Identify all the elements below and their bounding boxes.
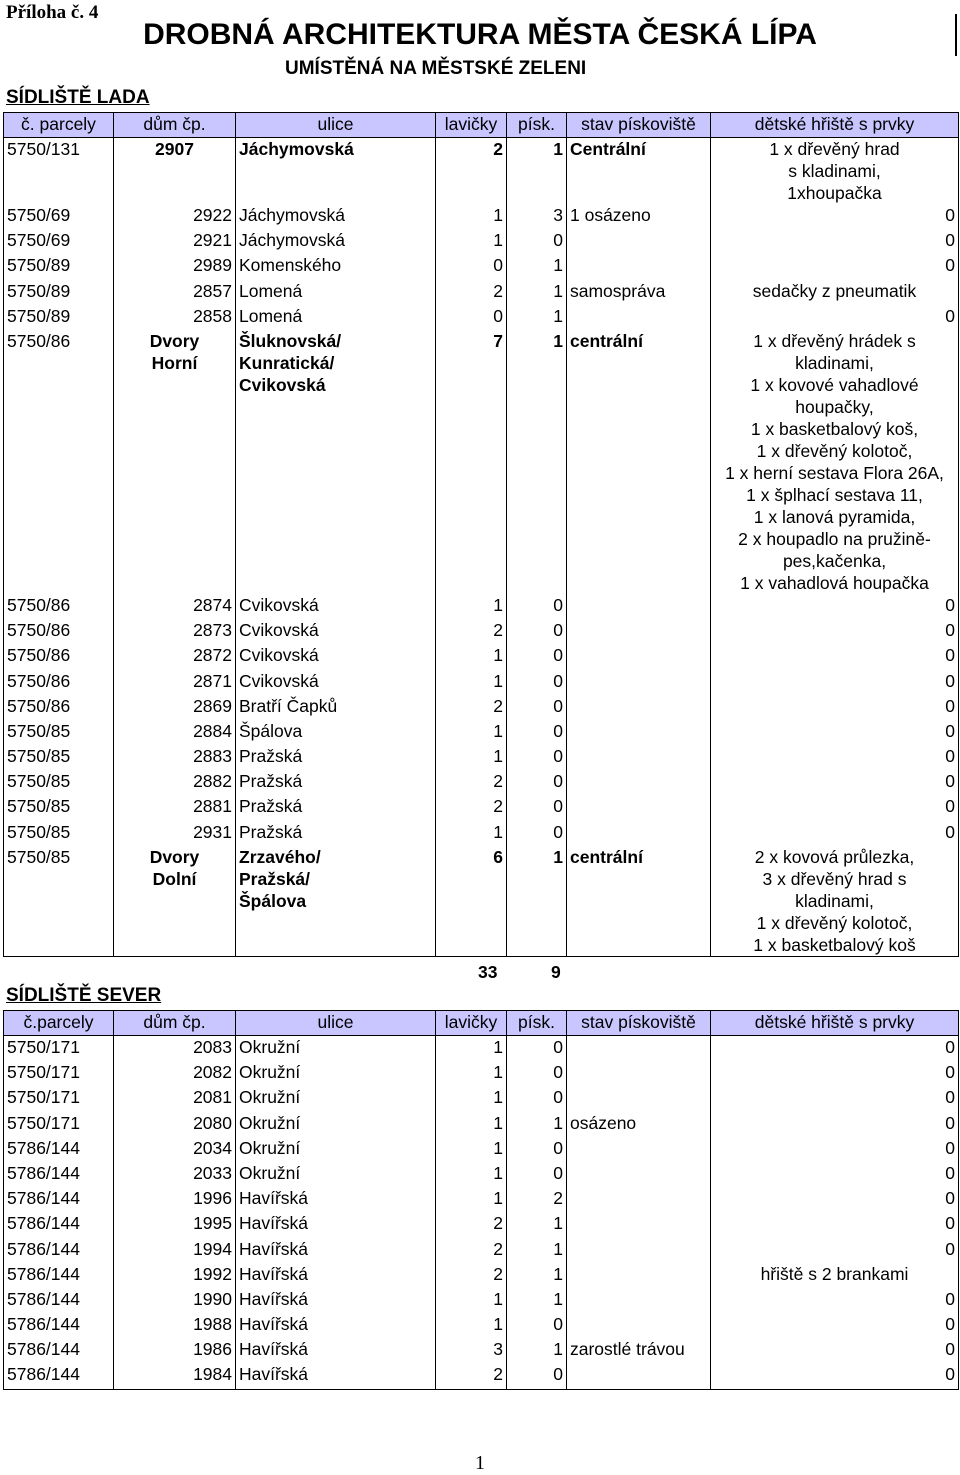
cell-stav (567, 1263, 711, 1288)
cell-stav (567, 720, 711, 745)
col-stav-header: stav pískoviště (567, 1011, 711, 1036)
cell-pisk: 0 (507, 745, 567, 770)
cell-pisk: 0 (507, 1137, 567, 1162)
cell-ulice: Jáchymovská (236, 204, 436, 229)
cell-stav (567, 1137, 711, 1162)
cell-pisk: 0 (507, 229, 567, 254)
cell-hriste: 0 (711, 1112, 959, 1137)
cell-ulice: Havířská (236, 1187, 436, 1212)
cell-ulice: Cvikovská (236, 644, 436, 669)
table-row (4, 330, 959, 594)
cell-pisk: 0 (507, 1313, 567, 1338)
cell-dum: 1994 (114, 1238, 236, 1263)
cell-parcela: 5786/144 (4, 1162, 114, 1187)
cell-ulice: Havířská (236, 1363, 436, 1389)
cell-ulice: Okružní (236, 1112, 436, 1137)
cell-parcela: 5750/85 (4, 795, 114, 820)
cell-stav (567, 745, 711, 770)
cell-lavicky: 1 (436, 229, 507, 254)
table-row (4, 1061, 959, 1086)
cell-hriste: 0 (711, 720, 959, 745)
cell-dum: 2922 (114, 204, 236, 229)
cell-stav: samospráva (567, 280, 711, 305)
cell-hriste: 0 (711, 1086, 959, 1111)
table-row (4, 280, 959, 305)
cell-parcela: 5750/171 (4, 1112, 114, 1137)
cell-lavicky: 1 (436, 1061, 507, 1086)
table-row (4, 204, 959, 229)
cell-parcela: 5750/89 (4, 254, 114, 279)
cell-dum: 2869 (114, 695, 236, 720)
cell-dum: Dvory Horní (114, 330, 236, 594)
cell-hriste: 0 (711, 1238, 959, 1263)
cell-dum: 2907 (114, 138, 236, 205)
cell-dum: 2882 (114, 770, 236, 795)
cell-dum: 2874 (114, 594, 236, 619)
cell-stav: centrální (567, 330, 711, 594)
document-subtitle: UMÍSTĚNÁ NA MĚSTSKÉ ZELENI (285, 58, 587, 79)
cell-pisk: 0 (507, 821, 567, 846)
table-row (4, 1363, 959, 1389)
table-row (4, 1263, 959, 1288)
cell-stav (567, 1061, 711, 1086)
cell-lavicky: 2 (436, 1263, 507, 1288)
cell-lavicky: 2 (436, 1238, 507, 1263)
cell-stav (567, 229, 711, 254)
table-row (4, 619, 959, 644)
cell-dum: 2857 (114, 280, 236, 305)
cell-pisk: 0 (507, 1061, 567, 1086)
cell-stav (567, 1036, 711, 1062)
table-lada (3, 112, 959, 957)
cell-lavicky: 1 (436, 745, 507, 770)
cell-ulice: Komenského (236, 254, 436, 279)
cell-hriste: 0 (711, 1288, 959, 1313)
cell-pisk: 0 (507, 1036, 567, 1062)
table-row (4, 229, 959, 254)
cell-parcela: 5750/69 (4, 229, 114, 254)
cell-hriste: 0 (711, 695, 959, 720)
cell-hriste: 0 (711, 619, 959, 644)
sum-lavicky: 33 (478, 962, 498, 982)
cell-dum: 1984 (114, 1363, 236, 1389)
table-row (4, 821, 959, 846)
cell-parcela: 5750/131 (4, 138, 114, 205)
cell-dum: 2883 (114, 745, 236, 770)
cell-dum: 2858 (114, 305, 236, 330)
cell-ulice: Pražská (236, 745, 436, 770)
cell-hriste: hřiště s 2 brankami (711, 1263, 959, 1288)
cell-parcela: 5750/89 (4, 280, 114, 305)
cell-hriste: 0 (711, 1363, 959, 1389)
cell-stav: centrální (567, 846, 711, 957)
cell-parcela: 5750/69 (4, 204, 114, 229)
cell-parcela: 5786/144 (4, 1288, 114, 1313)
cell-dum: 2931 (114, 821, 236, 846)
table-row (4, 1086, 959, 1111)
cell-pisk: 0 (507, 770, 567, 795)
margin-line (955, 14, 957, 56)
cell-dum: 2082 (114, 1061, 236, 1086)
table-row (4, 254, 959, 279)
col-hriste-header: dětské hřiště s prvky (711, 1011, 959, 1036)
cell-stav (567, 619, 711, 644)
cell-parcela: 5750/85 (4, 846, 114, 957)
cell-ulice: Okružní (236, 1086, 436, 1111)
cell-ulice: Okružní (236, 1036, 436, 1062)
cell-hriste: 0 (711, 1338, 959, 1363)
cell-lavicky: 2 (436, 1363, 507, 1389)
cell-stav (567, 644, 711, 669)
cell-dum: 1995 (114, 1212, 236, 1237)
table-row (4, 644, 959, 669)
cell-lavicky: 2 (436, 138, 507, 205)
cell-pisk: 0 (507, 695, 567, 720)
cell-pisk: 1 (507, 1338, 567, 1363)
cell-ulice: Pražská (236, 821, 436, 846)
cell-hriste: 0 (711, 254, 959, 279)
cell-lavicky: 1 (436, 670, 507, 695)
cell-lavicky: 1 (436, 821, 507, 846)
cell-stav: 1 osázeno (567, 204, 711, 229)
table-row (4, 138, 959, 205)
cell-lavicky: 1 (436, 644, 507, 669)
cell-dum: 1992 (114, 1263, 236, 1288)
table-row (4, 720, 959, 745)
cell-pisk: 0 (507, 594, 567, 619)
cell-ulice: Bratří Čapků (236, 695, 436, 720)
cell-stav (567, 670, 711, 695)
cell-parcela: 5750/85 (4, 745, 114, 770)
cell-lavicky: 1 (436, 1137, 507, 1162)
cell-parcela: 5750/85 (4, 821, 114, 846)
cell-hriste: 0 (711, 305, 959, 330)
cell-ulice: Havířská (236, 1313, 436, 1338)
cell-stav (567, 1238, 711, 1263)
table-row (4, 1238, 959, 1263)
table-row (4, 670, 959, 695)
table-row (4, 745, 959, 770)
table-row (4, 305, 959, 330)
cell-dum: 1988 (114, 1313, 236, 1338)
col-lavicky-header: lavičky (436, 113, 507, 138)
table-row (4, 1137, 959, 1162)
cell-parcela: 5786/144 (4, 1187, 114, 1212)
cell-parcela: 5750/86 (4, 330, 114, 594)
col-parcela-header: č. parcely (4, 113, 114, 138)
cell-dum: Dvory Dolní (114, 846, 236, 957)
cell-hriste: 2 x kovová průlezka, 3 x dřevěný hrad s kladinami, 1 x dřevěný kolotoč, 1 x basketbalový koš (711, 846, 959, 957)
attachment-label: Příloha č. 4 (6, 2, 99, 23)
cell-lavicky: 3 (436, 1338, 507, 1363)
cell-dum: 2873 (114, 619, 236, 644)
cell-lavicky: 2 (436, 1212, 507, 1237)
cell-parcela: 5750/89 (4, 305, 114, 330)
table-header-row (4, 113, 959, 138)
cell-lavicky: 2 (436, 695, 507, 720)
page-number: 1 (475, 1452, 485, 1474)
col-stav-header: stav pískoviště (567, 113, 711, 138)
cell-lavicky: 2 (436, 280, 507, 305)
cell-ulice: Havířská (236, 1338, 436, 1363)
cell-dum: 2080 (114, 1112, 236, 1137)
cell-stav (567, 1363, 711, 1389)
cell-stav (567, 795, 711, 820)
cell-pisk: 1 (507, 1212, 567, 1237)
cell-ulice: Okružní (236, 1061, 436, 1086)
cell-parcela: 5786/144 (4, 1263, 114, 1288)
table-row (4, 695, 959, 720)
cell-ulice: Okružní (236, 1137, 436, 1162)
cell-ulice: Havířská (236, 1238, 436, 1263)
cell-stav: osázeno (567, 1112, 711, 1137)
col-dum-header: dům čp. (114, 1011, 236, 1036)
cell-dum: 1990 (114, 1288, 236, 1313)
cell-lavicky: 2 (436, 770, 507, 795)
cell-lavicky: 1 (436, 1288, 507, 1313)
cell-ulice: Havířská (236, 1263, 436, 1288)
cell-stav (567, 1288, 711, 1313)
cell-hriste: 0 (711, 1212, 959, 1237)
cell-lavicky: 1 (436, 1086, 507, 1111)
col-dum-header: dům čp. (114, 113, 236, 138)
col-parcela-header: č.parcely (4, 1011, 114, 1036)
table-row (4, 795, 959, 820)
table-row (4, 1338, 959, 1363)
cell-parcela: 5786/144 (4, 1313, 114, 1338)
cell-parcela: 5750/85 (4, 770, 114, 795)
cell-hriste: 0 (711, 1137, 959, 1162)
cell-pisk: 1 (507, 254, 567, 279)
cell-pisk: 0 (507, 644, 567, 669)
cell-stav (567, 1212, 711, 1237)
table-row (4, 1313, 959, 1338)
cell-pisk: 1 (507, 138, 567, 205)
cell-hriste: sedačky z pneumatik (711, 280, 959, 305)
cell-hriste: 0 (711, 594, 959, 619)
cell-parcela: 5786/144 (4, 1137, 114, 1162)
cell-parcela: 5750/86 (4, 644, 114, 669)
cell-hriste: 0 (711, 745, 959, 770)
table-row (4, 1162, 959, 1187)
cell-stav (567, 695, 711, 720)
cell-hriste: 1 x dřevěný hrad s kladinami, 1xhoupačka (711, 138, 959, 205)
cell-lavicky: 2 (436, 795, 507, 820)
cell-parcela: 5750/86 (4, 670, 114, 695)
cell-stav (567, 1313, 711, 1338)
cell-hriste: 0 (711, 204, 959, 229)
cell-hriste: 0 (711, 670, 959, 695)
cell-ulice: Pražská (236, 795, 436, 820)
cell-lavicky: 2 (436, 619, 507, 644)
cell-parcela: 5750/85 (4, 720, 114, 745)
cell-lavicky: 1 (436, 1313, 507, 1338)
section-title-sever: SÍDLIŠTĚ SEVER (6, 985, 162, 1006)
cell-ulice: Jáchymovská (236, 138, 436, 205)
cell-ulice: Cvikovská (236, 619, 436, 644)
cell-stav (567, 1162, 711, 1187)
col-pisk-header: písk. (507, 113, 567, 138)
cell-ulice: Cvikovská (236, 594, 436, 619)
document-title: DROBNÁ ARCHITEKTURA MĚSTA ČESKÁ LÍPA (143, 18, 817, 51)
cell-ulice: Havířská (236, 1212, 436, 1237)
cell-dum: 2034 (114, 1137, 236, 1162)
cell-dum: 2872 (114, 644, 236, 669)
cell-stav (567, 770, 711, 795)
cell-pisk: 3 (507, 204, 567, 229)
cell-pisk: 1 (507, 1112, 567, 1137)
cell-dum: 2881 (114, 795, 236, 820)
cell-ulice: Havířská (236, 1288, 436, 1313)
cell-pisk: 0 (507, 670, 567, 695)
cell-parcela: 5750/86 (4, 619, 114, 644)
cell-pisk: 0 (507, 1162, 567, 1187)
cell-pisk: 1 (507, 1263, 567, 1288)
cell-pisk: 1 (507, 330, 567, 594)
cell-ulice: Zrzavého/ Pražská/ Špálova (236, 846, 436, 957)
cell-stav (567, 1086, 711, 1111)
cell-hriste: 0 (711, 795, 959, 820)
table-row (4, 1036, 959, 1062)
cell-hriste: 0 (711, 1036, 959, 1062)
cell-dum: 2989 (114, 254, 236, 279)
cell-hriste: 0 (711, 1162, 959, 1187)
cell-lavicky: 1 (436, 720, 507, 745)
cell-lavicky: 0 (436, 305, 507, 330)
cell-parcela: 5750/171 (4, 1086, 114, 1111)
cell-ulice: Šluknovská/ Kunratická/ Cvikovská (236, 330, 436, 594)
cell-hriste: 1 x dřevěný hrádek s kladinami, 1 x kovové vahadlové houpačky, 1 x basketbalový koš, 1 x dřevěný kolotoč, 1 x herní sestava Flora 26A, 1 x šplhací sestava 11, 1 x lanová pyramida, 2 x houpadlo na pružině- pes,kačenka, 1 x vahadlová houpačka (711, 330, 959, 594)
cell-hriste: 0 (711, 821, 959, 846)
cell-pisk: 1 (507, 280, 567, 305)
cell-pisk: 0 (507, 1363, 567, 1389)
col-ulice-header: ulice (236, 113, 436, 138)
cell-hriste: 0 (711, 770, 959, 795)
cell-dum: 2921 (114, 229, 236, 254)
cell-parcela: 5750/86 (4, 594, 114, 619)
cell-pisk: 1 (507, 846, 567, 957)
cell-pisk: 2 (507, 1187, 567, 1212)
cell-lavicky: 1 (436, 1187, 507, 1212)
cell-hriste: 0 (711, 1187, 959, 1212)
cell-stav (567, 305, 711, 330)
cell-lavicky: 1 (436, 1162, 507, 1187)
table-row (4, 594, 959, 619)
cell-ulice: Špálova (236, 720, 436, 745)
cell-dum: 1986 (114, 1338, 236, 1363)
cell-hriste: 0 (711, 1313, 959, 1338)
cell-stav: Centrální (567, 138, 711, 205)
cell-pisk: 1 (507, 1288, 567, 1313)
cell-parcela: 5786/144 (4, 1212, 114, 1237)
cell-dum: 2871 (114, 670, 236, 695)
table-row (4, 1112, 959, 1137)
cell-pisk: 1 (507, 305, 567, 330)
cell-pisk: 1 (507, 1238, 567, 1263)
cell-parcela: 5750/86 (4, 695, 114, 720)
cell-pisk: 0 (507, 720, 567, 745)
cell-stav (567, 821, 711, 846)
cell-parcela: 5786/144 (4, 1238, 114, 1263)
table-row (4, 846, 959, 957)
cell-ulice: Pražská (236, 770, 436, 795)
table-sever (3, 1010, 959, 1390)
cell-lavicky: 1 (436, 1036, 507, 1062)
cell-lavicky: 0 (436, 254, 507, 279)
table-header-row (4, 1011, 959, 1036)
cell-lavicky: 1 (436, 204, 507, 229)
table-row (4, 770, 959, 795)
sum-pisk: 9 (551, 962, 561, 982)
cell-pisk: 0 (507, 795, 567, 820)
table-row (4, 1288, 959, 1313)
cell-lavicky: 6 (436, 846, 507, 957)
cell-hriste: 0 (711, 229, 959, 254)
cell-hriste: 0 (711, 1061, 959, 1086)
cell-stav (567, 254, 711, 279)
cell-ulice: Lomená (236, 280, 436, 305)
section-title-lada: SÍDLIŠTĚ LADA (6, 87, 150, 108)
cell-lavicky: 1 (436, 1112, 507, 1137)
cell-stav (567, 1187, 711, 1212)
cell-pisk: 0 (507, 619, 567, 644)
cell-dum: 2884 (114, 720, 236, 745)
cell-lavicky: 1 (436, 594, 507, 619)
col-ulice-header: ulice (236, 1011, 436, 1036)
cell-ulice: Lomená (236, 305, 436, 330)
cell-parcela: 5750/171 (4, 1061, 114, 1086)
cell-stav (567, 594, 711, 619)
cell-stav: zarostlé trávou (567, 1338, 711, 1363)
table-row (4, 1187, 959, 1212)
cell-ulice: Okružní (236, 1162, 436, 1187)
col-lavicky-header: lavičky (436, 1011, 507, 1036)
cell-parcela: 5750/171 (4, 1036, 114, 1062)
cell-parcela: 5786/144 (4, 1363, 114, 1389)
cell-ulice: Jáchymovská (236, 229, 436, 254)
cell-dum: 1996 (114, 1187, 236, 1212)
cell-dum: 2081 (114, 1086, 236, 1111)
table-row (4, 1212, 959, 1237)
col-hriste-header: dětské hřiště s prvky (711, 113, 959, 138)
col-pisk-header: písk. (507, 1011, 567, 1036)
cell-ulice: Cvikovská (236, 670, 436, 695)
cell-pisk: 0 (507, 1086, 567, 1111)
cell-hriste: 0 (711, 644, 959, 669)
cell-parcela: 5786/144 (4, 1338, 114, 1363)
cell-dum: 2033 (114, 1162, 236, 1187)
cell-dum: 2083 (114, 1036, 236, 1062)
cell-lavicky: 7 (436, 330, 507, 594)
